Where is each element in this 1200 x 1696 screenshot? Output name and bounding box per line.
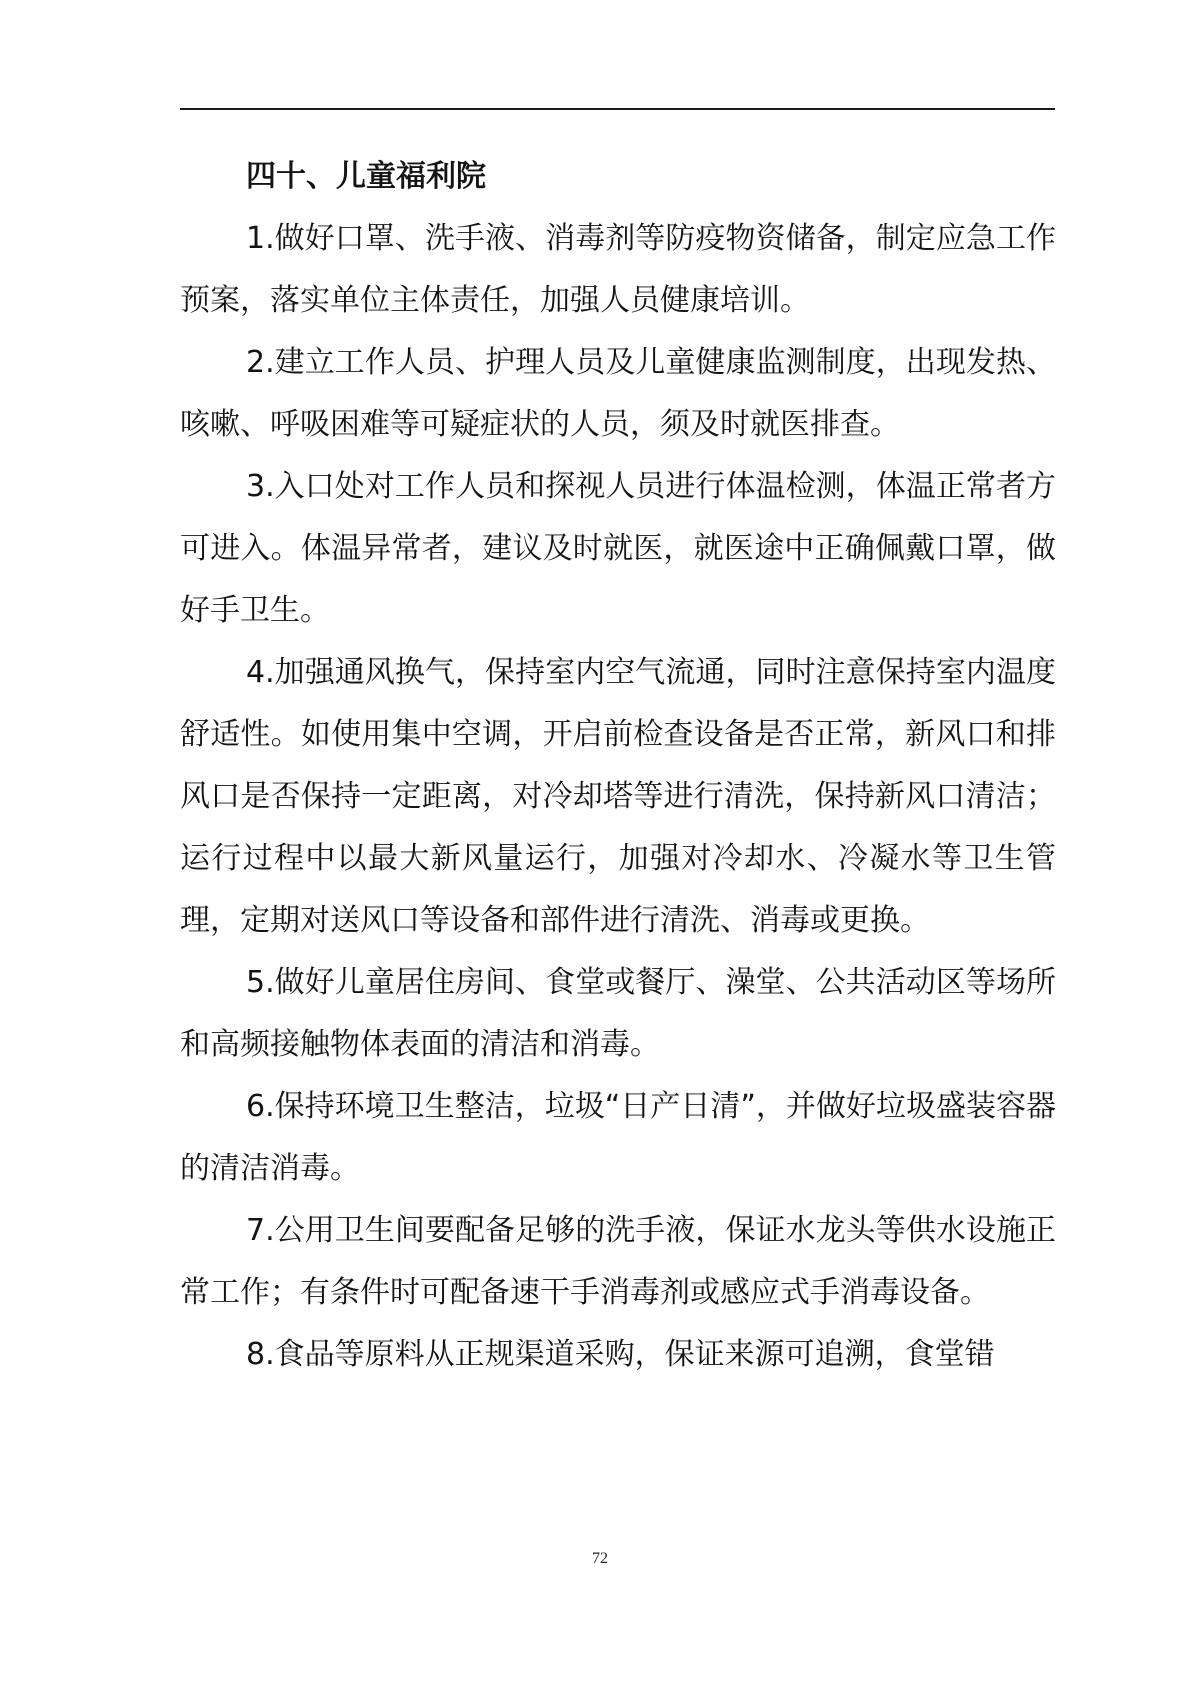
page-number: 72: [592, 1550, 608, 1567]
paragraph-1: 1.做好口罩、洗手液、消毒剂等防疫物资储备，制定应急工作预案，落实单位主体责任，加强人员健康培训。: [180, 221, 1056, 318]
paragraph-3: 3.入口处对工作人员和探视人员进行体温检测，体温正常者方可进入。体温异常者，建议及时就医，就医途中正确佩戴口罩，做好手卫生。: [180, 469, 1056, 628]
paragraph-7: 7.公用卫生间要配备足够的洗手液，保证水龙头等供水设施正常工作；有条件时可配备速干手消毒剂或感应式手消毒设备。: [180, 1213, 1056, 1310]
paragraph-2: 2.建立工作人员、护理人员及儿童健康监测制度，出现发热、咳嗽、呼吸困难等可疑症状的人员，须及时就医排查。: [180, 345, 1056, 442]
section-title: 四十、儿童福利院: [246, 159, 486, 194]
paragraph-6: 6.保持环境卫生整洁，垃圾“日产日清”，并做好垃圾盛装容器的清洁消毒。: [180, 1089, 1056, 1186]
paragraph-8: 8.食品等原料从正规渠道采购，保证来源可追溯，食堂错: [246, 1337, 995, 1372]
paragraph-4: 4.加强通风换气，保持室内空气流通，同时注意保持室内温度舒适性。如使用集中空调，开启前检查设备是否正常，新风口和排风口是否保持一定距离，对冷却塔等进行清洗，保持新风口清洁；运行过程中以最大新风量运行，加强对冷却水、冷凝水等卫生管理，定期对送风口等设备和部件进行清洗、消毒或更换。: [180, 655, 1056, 938]
paragraph-5: 5.做好儿童居住房间、食堂或餐厅、澡堂、公共活动区等场所和高频接触物体表面的清洁和消毒。: [180, 965, 1056, 1062]
header-rule: [180, 108, 1055, 110]
document-body: [180, 146, 1056, 1386]
